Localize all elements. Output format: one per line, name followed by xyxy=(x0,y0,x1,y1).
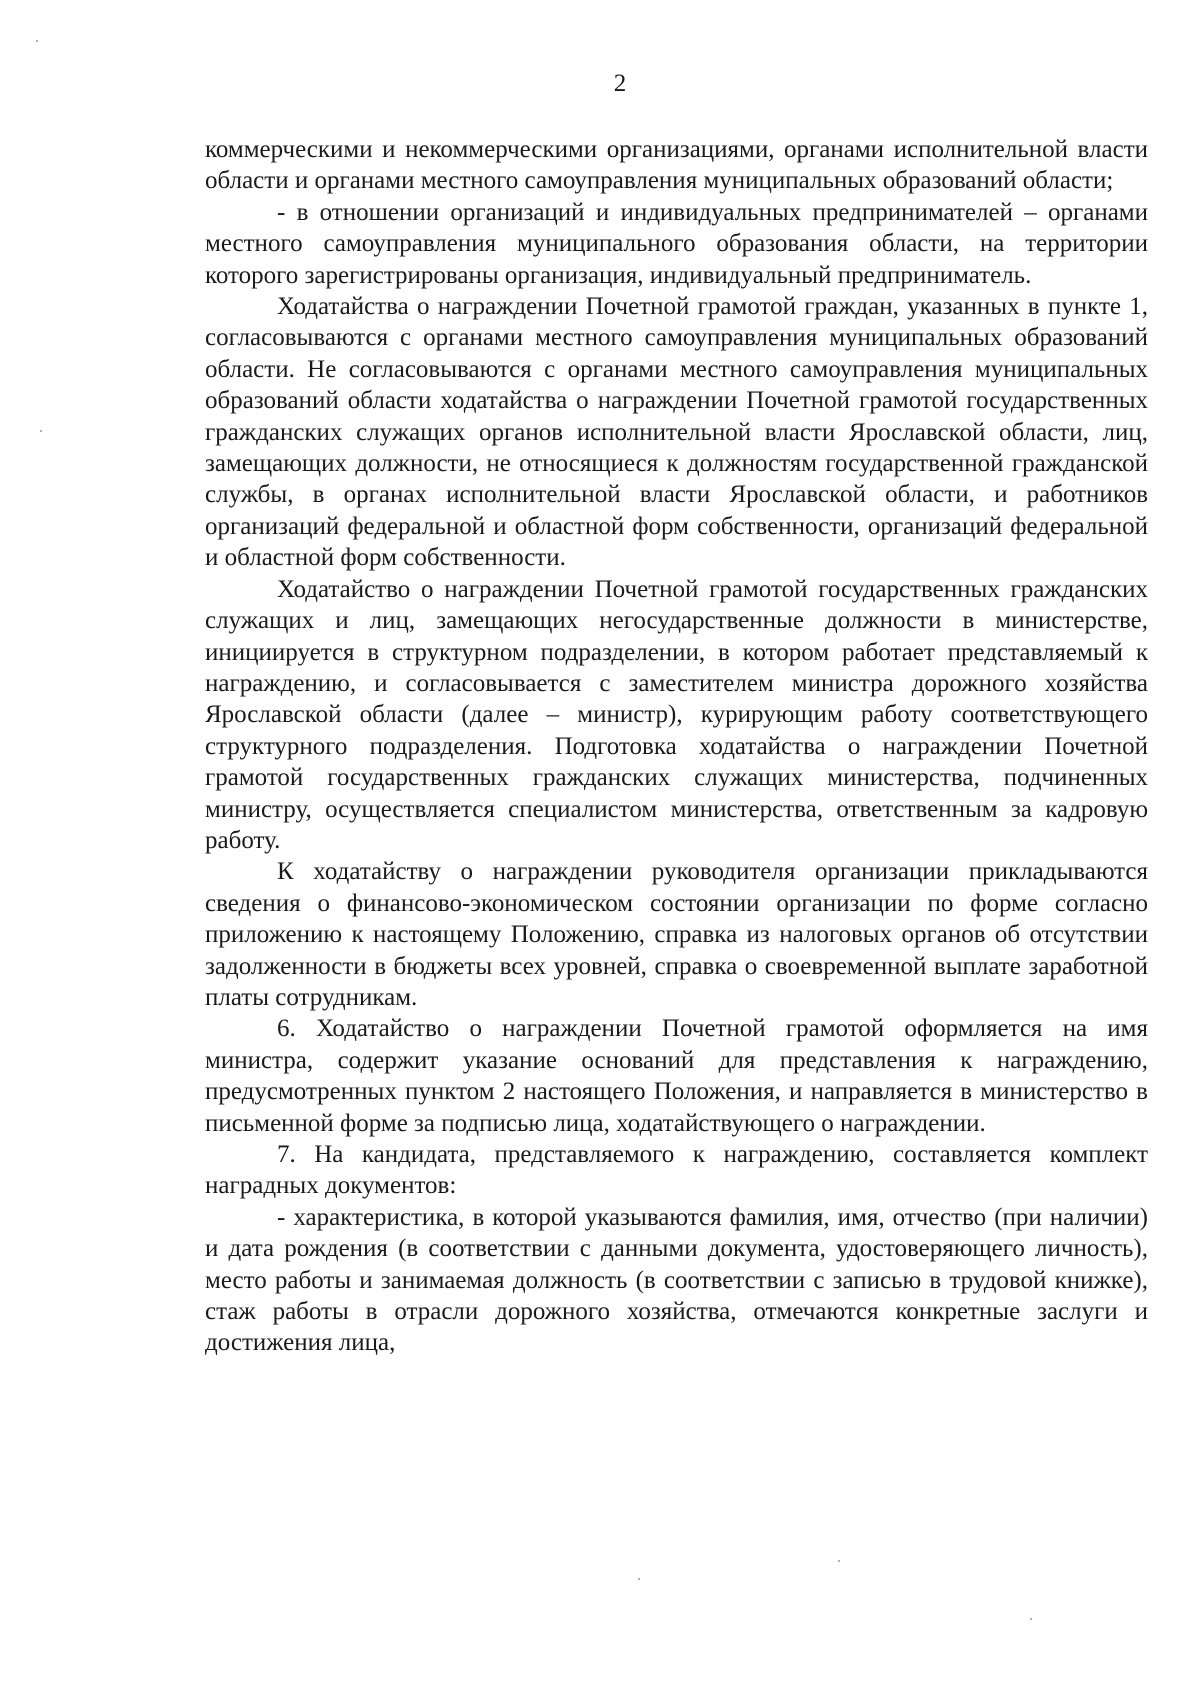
paragraph-6: 6. Ходатайство о награждении Почетной грамотой оформляется на имя министра, содержит указание оснований для представления к награждению, предусмотренных пунктом 2 настоящего Положения, и направляется в министерство в письменной форме за подписью лица, ходатайствующего о награждении. xyxy=(205,1015,1148,1137)
paragraph-8: - характеристика, в которой указываются фамилия, имя, отчество (при наличии) и дата рождения (в соответствии с данными документа, удостоверяющего личность), место работы и занимаемая должность (в соответствии с записью в трудовой книжке), стаж работы в отрасли дорожного хозяйства, отмечаются конкретные заслуги и достижения лица, xyxy=(205,1203,1148,1357)
paragraph-5: К ходатайству о награждении руководителя организации прикладываются сведения о финансово-экономическом состоянии организации по форме согласно приложению к настоящему Положению, справка из налоговых органов об отсутствии задолженности в бюджеты всех уровней, справка о своевременной выплате заработной платы сотрудникам. xyxy=(205,858,1148,1011)
scan-speck xyxy=(36,40,38,42)
paragraph-7: 7. На кандидата, представляемого к награждению, составляется комплект наградных документов: xyxy=(205,1141,1148,1200)
paragraph-2: - в отношении организаций и индивидуальных предпринимателей – органами местного самоуправления муниципального образования области, на территории которого зарегистрированы организация, индивидуальный предприниматель. xyxy=(205,198,1148,289)
paragraph-4: Ходатайство о награждении Почетной грамотой государственных гражданских служащих и лиц, замещающих негосударственные должности в министерстве, инициируется в структурном подразделении, в котором работает представляемый к награждению, и согласовывается с заместителем министра дорожного хозяйства Ярославской области (далее – министр), курирующим работу соответствующего структурного подразделения. Подготовка ходатайства о награждении Почетной грамотой государственных гражданских служащих министерства, подчиненных министру, осуществляется специалистом министерства, ответственным за кадровую работу. xyxy=(205,575,1148,854)
document-body xyxy=(205,134,1148,1359)
scan-speck xyxy=(638,1578,640,1580)
page-number: 2 xyxy=(613,70,627,97)
paragraph-3: Ходатайства о награждении Почетной грамотой граждан, указанных в пункте 1, согласовываются с органами местного самоуправления муниципальных образований области. Не согласовываются с органами местного самоуправления муниципальных образований области ходатайства о награждении Почетной грамотой государственных гражданских служащих органов исполнительной власти Ярославской области, лиц, замещающих должности, не относящиеся к должностям государственной гражданской службы, в органах исполнительной власти Ярославской области, и работников организаций федеральной и областной форм собственности, организаций федеральной и областной форм собственности. xyxy=(205,293,1148,572)
scan-speck xyxy=(838,1560,840,1562)
scan-speck xyxy=(1030,1618,1032,1620)
scan-speck xyxy=(40,430,42,432)
paragraph-1: коммерческими и некоммерческими организациями, органами исполнительной власти области и органами местного самоуправления муниципальных образований области; xyxy=(205,136,1148,195)
